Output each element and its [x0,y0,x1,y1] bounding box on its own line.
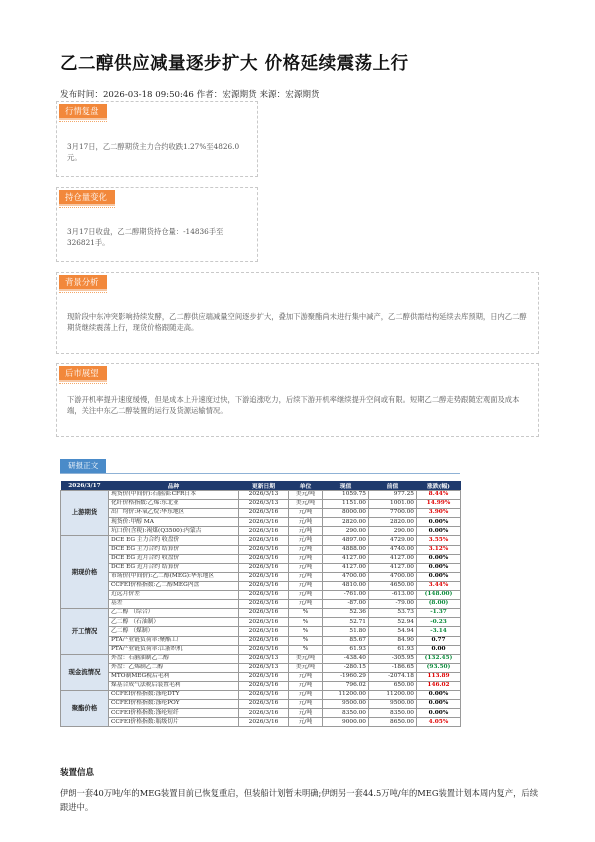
table-row [61,591,461,600]
section-outlook [56,363,539,437]
current-value: 9500.00 [323,700,369,709]
current-value: 1059.75 [323,491,369,500]
item-name: DCE EG 近月合约 收盘价 [109,554,239,563]
unit: 元/吨 [289,681,323,690]
update-date: 2026/3/16 [239,700,289,709]
change-value: 4.05% [417,718,461,727]
section-tag: 持仓量变化 [59,190,115,206]
unit: % [289,636,323,645]
update-date: 2026/3/13 [239,654,289,663]
publish-meta: 发布时间：2026-03-18 09:50:46 作者：宏源期货 来源：宏源期货 [60,90,320,100]
change-value: -1.37 [417,609,461,618]
change-value: 14.99% [417,500,461,509]
unit: % [289,609,323,618]
current-value: 4127.00 [323,554,369,563]
previous-value: 4729.00 [369,536,417,545]
table-row [61,654,461,663]
item-name: 现货价(中间价):石脑油:CFR日本 [109,491,239,500]
previous-value: 52.94 [369,618,417,627]
item-name: 化纤价格指数:乙烯:东北亚 [109,500,239,509]
change-value: 0.00% [417,709,461,718]
current-value: 52.71 [323,618,369,627]
update-date: 2026/3/16 [239,572,289,581]
item-name: CCFEI价格指数:涤纶DTY [109,691,239,700]
item-name: 煤基合成气法税后装置毛利 [109,681,239,690]
item-name: PTA产业链负荷率:聚酯工厂 [109,636,239,645]
item-name: 市场价(中间价):乙二醇(MEG):华东地区 [109,572,239,581]
update-date: 2026/3/16 [239,672,289,681]
update-date: 2026/3/16 [239,636,289,645]
update-date: 2026/3/16 [239,545,289,554]
current-value: 8000.00 [323,509,369,518]
change-value: 0.00% [417,518,461,527]
change-value: 3.90% [417,509,461,518]
previous-value: -613.00 [369,591,417,600]
device-info-text: 伊朗一套40万吨/年的MEG装置目前已恢复重启，但装船计划暂未明确;伊朗另一套44.5万吨/年的MEG装置计划本周内复产，后续跟进中。 [60,788,539,812]
previous-value: 84.90 [369,636,417,645]
item-name: CCFEI价格指数:瓶级切片 [109,718,239,727]
update-date: 2026/3/16 [239,600,289,609]
item-name: 外盘：石脑油制乙二醇 [109,654,239,663]
update-date: 2026/3/16 [239,527,289,536]
change-value: 0.00% [417,700,461,709]
unit: 元/吨 [289,691,323,700]
previous-value: 4127.00 [369,554,417,563]
unit: % [289,627,323,636]
change-value: (132.45) [417,654,461,663]
previous-value: 4127.00 [369,563,417,572]
group-label: 上游期货 [61,491,109,536]
item-name: MTO制MEG税后毛利 [109,672,239,681]
unit: 元/吨 [289,518,323,527]
item-name: CCFEI价格指数:涤纶POY [109,700,239,709]
previous-value: 8350.00 [369,709,417,718]
table-row [61,500,461,509]
current-value: -1960.29 [323,672,369,681]
previous-value: 53.73 [369,609,417,618]
table-row [61,672,461,681]
table-row [61,627,461,636]
change-value: 0.00% [417,572,461,581]
table-row [61,609,461,618]
update-date: 2026/3/16 [239,609,289,618]
change-value: 8.44% [417,491,461,500]
unit: 元/吨 [289,545,323,554]
current-value: 52.36 [323,609,369,618]
unit: % [289,645,323,654]
unit: 美元/吨 [289,500,323,509]
current-value: -87.00 [323,600,369,609]
change-value: 0.00% [417,563,461,572]
table-header-cell: 涨跌(幅) [417,481,461,491]
current-value: 4700.00 [323,572,369,581]
unit: 元/吨 [289,536,323,545]
current-value: 290.00 [323,527,369,536]
update-date: 2026/3/16 [239,709,289,718]
change-value: 3.55% [417,536,461,545]
update-date: 2026/3/16 [239,645,289,654]
previous-value: 54.94 [369,627,417,636]
unit: 元/吨 [289,718,323,727]
previous-value: 4650.00 [369,581,417,590]
item-name: 近远月价差 [109,591,239,600]
section-open-interest [56,187,258,262]
change-value: 113.89 [417,672,461,681]
item-name: PTA产业链负荷率:江浙织机 [109,645,239,654]
section-tag: 背景分析 [59,275,107,291]
previous-value: 977.25 [369,491,417,500]
table-row [61,563,461,572]
table-row [61,700,461,709]
table-row [61,709,461,718]
table-header-cell: 2026/3/17 [61,481,109,491]
table-header-cell: 品种 [109,481,239,491]
item-name: CCFEI价格指数:乙二醇MEG内盘 [109,581,239,590]
change-value: 3.44% [417,581,461,590]
table-row [61,554,461,563]
table-row [61,527,461,536]
unit: 美元/吨 [289,654,323,663]
section-text: 3月17日收盘，乙二醇期货持仓量：-14836手至326821手。 [67,227,224,247]
change-value: (148.00) [417,591,461,600]
unit: 元/吨 [289,709,323,718]
current-value: 4127.00 [323,563,369,572]
previous-value: 9500.00 [369,700,417,709]
change-value: 0.00 [417,645,461,654]
item-name: 基差 [109,600,239,609]
item-name: 现货价:甲醇 MA [109,518,239,527]
table-row [61,545,461,554]
update-date: 2026/3/16 [239,518,289,527]
previous-value: 4740.00 [369,545,417,554]
previous-value: -2074.18 [369,672,417,681]
current-value: 85.67 [323,636,369,645]
change-value: 0.00% [417,527,461,536]
previous-value: -79.00 [369,600,417,609]
previous-value: -186.65 [369,663,417,672]
group-label: 期现价格 [61,536,109,609]
table-row [61,581,461,590]
update-date: 2026/3/16 [239,591,289,600]
update-date: 2026/3/16 [239,509,289,518]
unit: 元/吨 [289,563,323,572]
change-value: 3.12% [417,545,461,554]
section-text: 3月17日，乙二醇期货主力合约收跌1.27%至4826.0元。 [67,142,240,162]
change-value: 0.00% [417,691,461,700]
item-name: 乙二醇 （综合） [109,609,239,618]
change-value: (8.00) [417,600,461,609]
group-label: 聚酯价格 [61,691,109,727]
current-value: 8350.00 [323,709,369,718]
previous-value: 11200.00 [369,691,417,700]
unit: 元/吨 [289,554,323,563]
current-value: 9000.00 [323,718,369,727]
group-label: 开工情况 [61,609,109,654]
unit: 元/吨 [289,591,323,600]
item-name: 坑口价(含税):褐煤(Q3500):内蒙古 [109,527,239,536]
unit: 元/吨 [289,672,323,681]
report-body-header [60,459,460,474]
previous-value: 8650.00 [369,718,417,727]
current-value: 51.80 [323,627,369,636]
table-row [61,518,461,527]
current-value: 4888.00 [323,545,369,554]
table-row [61,691,461,700]
previous-value: 4700.00 [369,572,417,581]
section-background [56,272,539,354]
item-name: CCFEI价格指数:涤纶短纤 [109,709,239,718]
unit: % [289,618,323,627]
item-name: DCE EG 主力合约 结算价 [109,545,239,554]
update-date: 2026/3/16 [239,618,289,627]
table-row [61,645,461,654]
unit: 元/吨 [289,700,323,709]
current-value: 11200.00 [323,691,369,700]
section-text: 现阶段中东冲突影响持续发酵，乙二醇供应端减量空间逐步扩大，叠加下游聚酯尚未进行集中减产，乙二醇供需结构延续去库预期，日内乙二醇期货继续震荡上行，现货价格跟随走高。 [67,312,527,332]
update-date: 2026/3/16 [239,554,289,563]
data-table [60,481,461,727]
table-row [61,491,461,500]
update-date: 2026/3/16 [239,691,289,700]
item-name: DCE EG 主力合约 收盘价 [109,536,239,545]
table-row [61,636,461,645]
report-body-tag: 研报正文 [60,459,106,473]
item-name: DCE EG 近月合约 结算价 [109,563,239,572]
item-name: 乙二醇 （石油制） [109,618,239,627]
current-value: -280.15 [323,663,369,672]
change-value: -3.14 [417,627,461,636]
table-row [61,509,461,518]
table-header-cell: 更新日期 [239,481,289,491]
table-row [61,718,461,727]
change-value: 146.02 [417,681,461,690]
change-value: 0.77 [417,636,461,645]
section-tag: 行情复盘 [59,104,107,120]
update-date: 2026/3/16 [239,563,289,572]
previous-value: 650.00 [369,681,417,690]
previous-value: 290.00 [369,527,417,536]
section-text: 下游开机率提升速度缓慢，但是成本上升速度过快，下游追涨吃力，后续下游开机率继续提升空间或有限。短期乙二醇走势跟随宏观面及成本端，关注中东乙二醇装置的运行及货源运输情况。 [67,395,520,415]
current-value: 4897.00 [323,536,369,545]
table-row [61,600,461,609]
previous-value: 2820.00 [369,518,417,527]
item-name: 外盘：乙烯制乙二醇 [109,663,239,672]
unit: 美元/吨 [289,491,323,500]
table-row [61,681,461,690]
previous-value: 7700.00 [369,509,417,518]
unit: 元/吨 [289,600,323,609]
previous-value: 1001.00 [369,500,417,509]
current-value: 1151.00 [323,500,369,509]
current-value: -438.40 [323,654,369,663]
table-header-cell: 现值 [323,481,369,491]
update-date: 2026/3/16 [239,627,289,636]
unit: 元/吨 [289,509,323,518]
current-value: 61.93 [323,645,369,654]
item-name: 乙二醇 （煤制） [109,627,239,636]
page-title: 乙二醇供应减量逐步扩大 价格延续震荡上行 [60,54,409,74]
table-row [61,663,461,672]
update-date: 2026/3/16 [239,718,289,727]
update-date: 2026/3/13 [239,663,289,672]
unit: 元/吨 [289,581,323,590]
unit: 元/吨 [289,572,323,581]
update-date: 2026/3/16 [239,536,289,545]
table-header-row [61,481,461,491]
previous-value: 61.93 [369,645,417,654]
group-label: 现金流情况 [61,654,109,690]
current-value: -761.00 [323,591,369,600]
change-value: 0.00% [417,554,461,563]
table-row [61,572,461,581]
current-value: 4810.00 [323,581,369,590]
table-row [61,618,461,627]
update-date: 2026/3/16 [239,681,289,690]
section-tag: 后市展望 [59,366,107,382]
change-value: -0.23 [417,618,461,627]
update-date: 2026/3/13 [239,491,289,500]
previous-value: -305.95 [369,654,417,663]
change-value: (93.50) [417,663,461,672]
current-value: 796.02 [323,681,369,690]
unit: 元/吨 [289,527,323,536]
update-date: 2026/3/13 [239,500,289,509]
unit: 美元/吨 [289,663,323,672]
section-market-review [56,101,258,177]
table-row [61,536,461,545]
table-header-cell: 前值 [369,481,417,491]
current-value: 2820.00 [323,518,369,527]
item-name: 出厂均价:环氧乙烷:华东地区 [109,509,239,518]
device-info-title: 装置信息 [60,768,95,778]
table-header-cell: 单位 [289,481,323,491]
update-date: 2026/3/16 [239,581,289,590]
